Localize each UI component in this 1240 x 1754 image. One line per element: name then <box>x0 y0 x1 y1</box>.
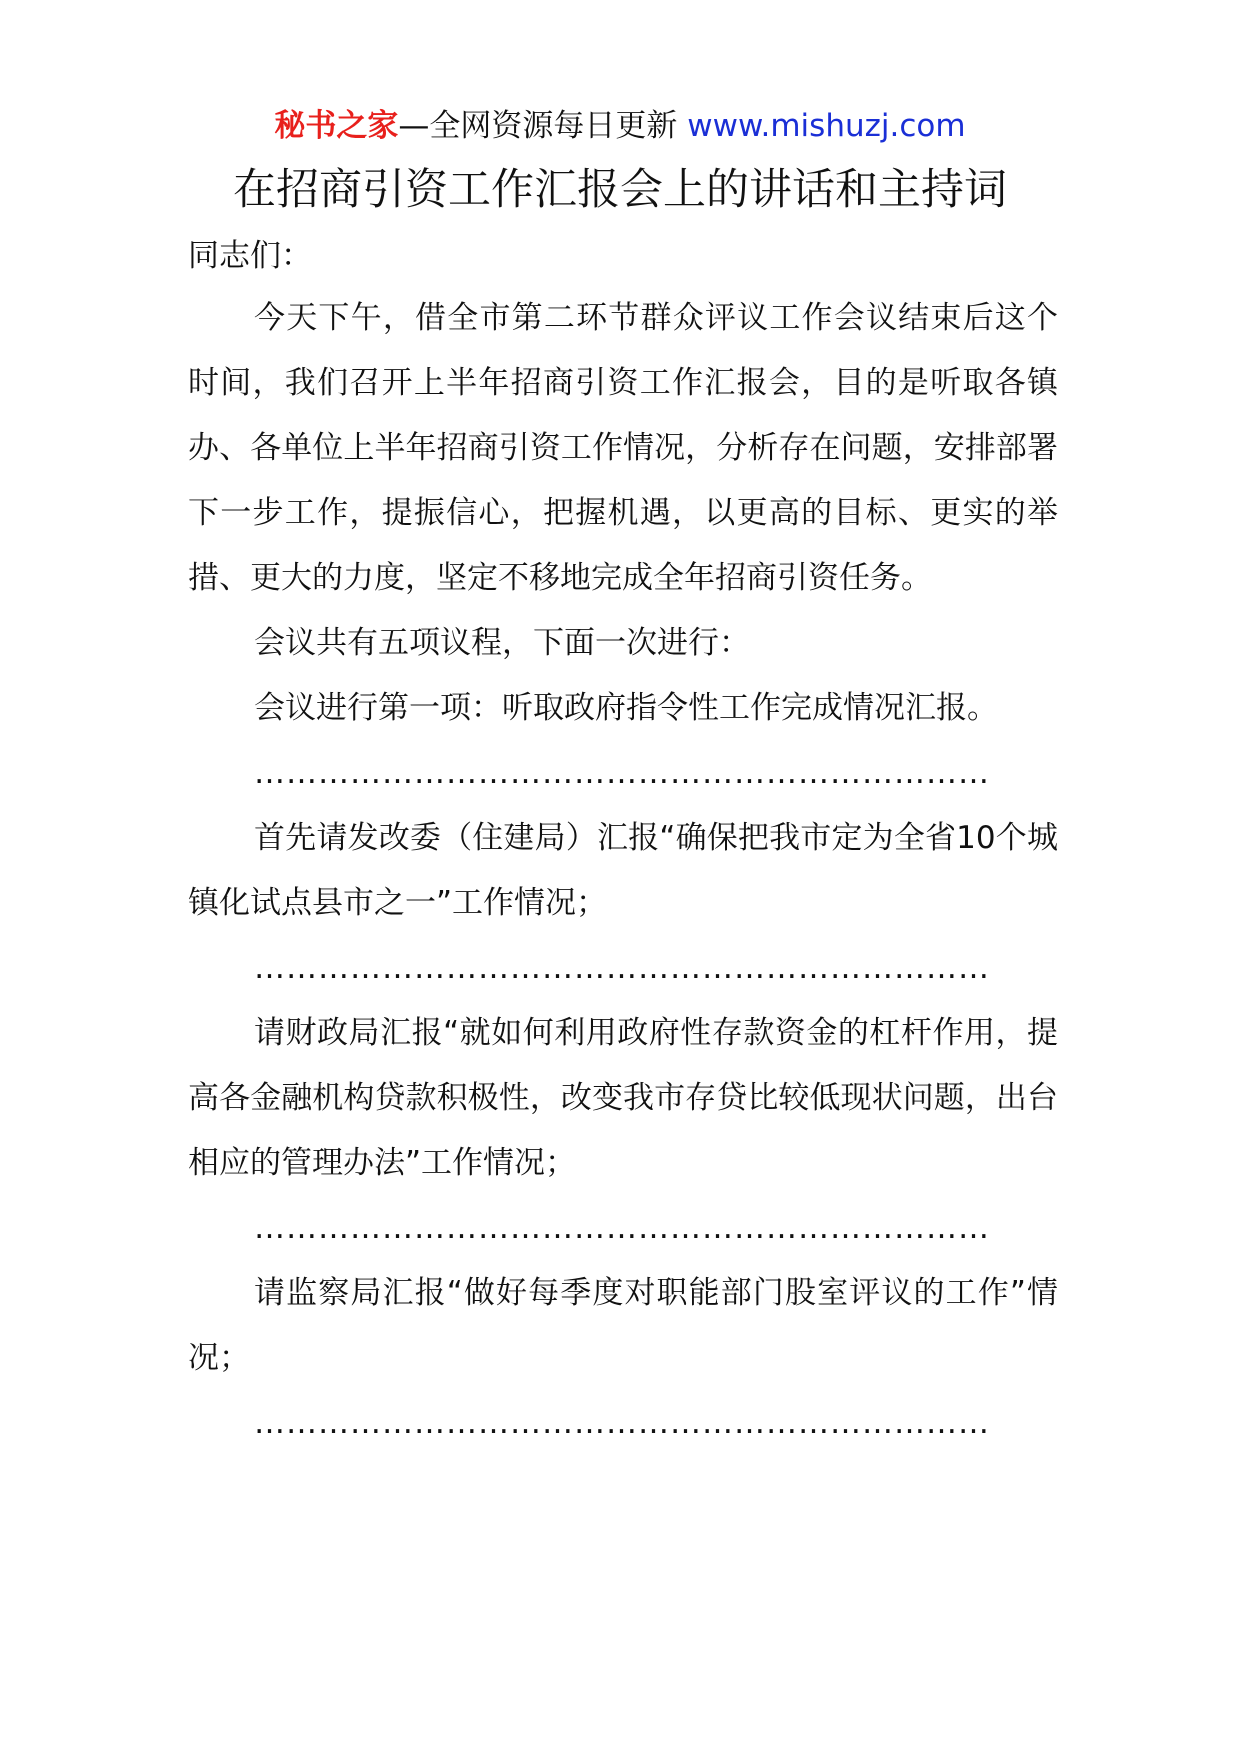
document-title: 在招商引资工作汇报会上的讲话和主持词 <box>233 165 1007 215</box>
paragraph-agenda-item-1: 会议进行第一项：听取政府指令性工作完成情况汇报。 <box>254 690 998 726</box>
paragraph-report-finance: 请财政局汇报“就如何利用政府性存款资金的杠杆作用，提高各金融机构贷款积极性，改变我市存贷比较低现状问题，出台相应的管理办法”工作情况； <box>188 1015 1058 1181</box>
paragraph-report-fagaiwei: 首先请发改委（住建局）汇报“确保把我市定为全省10个城镇化试点县市之一”工作情况； <box>188 820 1058 921</box>
site-header <box>0 98 1240 154</box>
brand-name: 秘书之家 <box>274 108 399 144</box>
ellipsis-separator: …………………………………………………………… <box>254 1210 990 1246</box>
ellipsis-separator: …………………………………………………………… <box>254 950 990 986</box>
paragraph-agenda-intro: 会议共有五项议程，下面一次进行： <box>254 625 750 661</box>
header-tagline: —全网资源每日更新 <box>398 108 678 144</box>
paragraph-report-supervision: 请监察局汇报“做好每季度对职能部门股室评议的工作”情况； <box>188 1275 1058 1376</box>
paragraph-opening: 今天下午，借全市第二环节群众评议工作会议结束后这个时间，我们召开上半年招商引资工作汇报会，目的是听取各镇办、各单位上半年招商引资工作情况，分析存在问题，安排部署下一步工作，提振信心，把握机遇，以更高的目标、更实的举措、更大的力度，坚定不移地完成全年招商引资任务。 <box>188 300 1058 596</box>
ellipsis-separator: …………………………………………………………… <box>254 1405 990 1441</box>
salutation: 同志们： <box>188 238 312 274</box>
site-url-link[interactable]: www.mishuzj.com <box>687 108 966 144</box>
ellipsis-separator: …………………………………………………………… <box>254 755 990 791</box>
document-body <box>188 226 1058 1456</box>
